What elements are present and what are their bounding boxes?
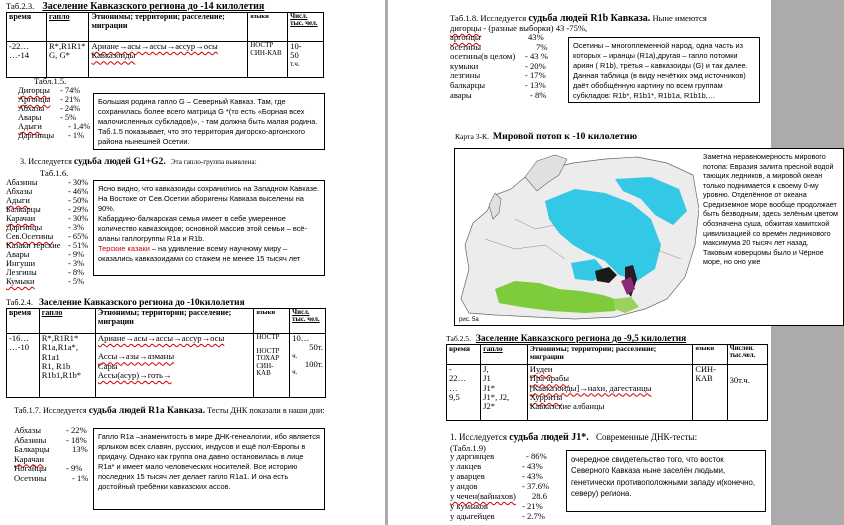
list-item: Авары - 5% xyxy=(18,113,77,122)
list-item: Ингуши - 3% xyxy=(6,259,85,268)
list-item: лезгины - 17% xyxy=(450,70,546,81)
t24-num: 10… 50т. ч. 100т. ч. xyxy=(290,334,326,398)
t24-table xyxy=(6,308,326,398)
t23-h-group: гаплo xyxy=(46,13,89,42)
list-item: Ногайцы - 9% xyxy=(14,463,83,473)
list-item: Даргинцы - 3% xyxy=(6,223,85,232)
t23-header-row xyxy=(7,13,324,42)
t18-heading: Таб.1.8. Исследуется судьба людей R1b Кавказа. Ныне имеются xyxy=(450,13,707,24)
list-item: Кумыки - 5% xyxy=(6,277,85,286)
t25-h-lang: языки xyxy=(693,345,727,365)
list-item: Абхазы - 24% xyxy=(18,104,81,113)
t23-h-eth: Этнонимы; территории; расселение; миграции xyxy=(89,13,248,42)
t15-caption: Табл.1.5. xyxy=(34,76,67,86)
t23-group: R*,R1R1* G, G* xyxy=(46,42,89,78)
list-item: осетины 7% xyxy=(450,41,548,52)
t24-time: -16… …-10 xyxy=(7,334,40,398)
t25-num: 30т.ч. xyxy=(727,365,767,421)
t25-time: - 22… … 9,5 xyxy=(447,365,481,421)
list-item: Абхазы - 46% xyxy=(6,187,89,196)
map-figure-label: рис. 5а xyxy=(459,317,479,323)
t18-subline: дигорцы - (разные выборки) 43 -75%, xyxy=(450,23,588,33)
t23-num: 10- 50 т.ч. xyxy=(288,42,324,78)
list-item: Абазины - 30% xyxy=(6,178,89,187)
t15-list xyxy=(18,86,90,140)
t25-eth: Иудеи Пра-арабы [Кавказоиды]→нахи, дагестанцы Хурриты Кавказские албанцы xyxy=(527,365,693,421)
t17-note-box: Гапло R1a –знаменитость в мире ДНК-генеалогии, ибо является ярлыком всех славян, русских, индусов и ещё пол-Европы в придачу. Однако как группа она давно остановилась в лице R1a* и имеет мало человеческих носителей. Все историю последних 15 тысяч лет делает гапло R1a1. И она есть достойный гребёнки кавказских ассов. xyxy=(93,428,325,510)
list-item: у лакцев - 43% xyxy=(450,461,543,471)
list-item: Казаки терские - 51% xyxy=(6,241,89,250)
t25-h-eth: Этнонимы; территории; расселение; миграции xyxy=(527,345,693,365)
list-item: у чечен(вайнахов) 28.6 xyxy=(450,491,548,501)
t17-list xyxy=(14,426,94,483)
t24-h-num: Числ. тыс. чел. xyxy=(290,309,326,334)
t24-h-eth: Этнонимы; территории; расселение; миграции xyxy=(95,309,253,334)
t23-body-row xyxy=(7,42,324,78)
t18-note-box: Осетины – многоплеменной народ, одна часть из которых – иранцы (R1a),другая – гапло потомки ариян ( R1b), третья – кавказоиды (G) и так далее. Данная таблица (в виду нечётких эмд источников) даёт обобщённую картину по всем группам субкладов: R1b*, R1b1*, R1b1a, R1b1b,… xyxy=(568,37,760,103)
list-item: Абазины - 18% xyxy=(14,434,87,445)
t24-lang: НОСТР НОСТР ТОХАР СИН- КАВ xyxy=(254,334,290,398)
list-item: Абхазы - 22% xyxy=(14,425,87,435)
left-page xyxy=(0,0,385,525)
list-item: аргонцы 43% xyxy=(450,32,544,42)
t23-title: Заселение Кавказского региона до -14 килолетия xyxy=(42,1,265,12)
t23-table xyxy=(6,12,324,78)
sec1-heading: 1. Исследуется судьба людей J1*. Современные ДНК-тесты: xyxy=(450,432,698,443)
t24-body-row xyxy=(7,334,326,398)
t24-eth: Ариане→асы→ассы→ассур→осы Ассы→азы→азманы Сары Ассы(асур)→готь→ xyxy=(95,334,253,398)
t25-lang: СИН- КАВ xyxy=(693,365,727,421)
t25-title: Заселение Кавказского региона до -9,5 килолетия xyxy=(475,334,687,344)
list-item: Дигорцы - 74% xyxy=(18,86,81,95)
list-item: кумыки - 20% xyxy=(450,60,546,71)
list-item: Сев.Осетины - 65% xyxy=(6,232,89,241)
t23-time: -22… …-14 xyxy=(7,42,47,78)
t25-h-group: гаплo xyxy=(481,345,528,365)
list-item: Балкарцы - 29% xyxy=(6,205,89,214)
t24-h-time: время xyxy=(7,309,40,334)
t23-h-time: время xyxy=(7,13,47,42)
t25-header-row xyxy=(447,345,768,365)
t23-lang: НОСТР СИН-КАВ xyxy=(248,42,288,78)
sec3-heading: 3. Исследуется судьба людей G1+G2. Эта гапло-группа выявлена: xyxy=(20,156,257,167)
t15-note-box: Большая родина гапло G – Северный Кавказ. Там, где сохранилась более всего матрица G *(то есть «Борная всех малочисленных субкладов)», - там должна быть малая родина. Таб.1.5 показывает, что это территория дигорско-аргонского района нынешней Осетии. xyxy=(93,93,325,150)
list-item: Аргонцы - 21% xyxy=(18,95,81,104)
t17-heading: Таб.1.7. Исследуется судьба людей R1a Кавказа. Тесты ДНК показали в наши дни: xyxy=(14,405,325,416)
t16-list xyxy=(6,178,88,286)
list-item: Карачаи xyxy=(14,453,44,464)
list-item: Осетины - 1% xyxy=(14,472,89,483)
t24-header-row xyxy=(7,309,326,334)
t23-h-lang: языки xyxy=(248,13,288,42)
t25-caption: Таб.2.5. Заселение Кавказского региона до -9,5 килолетия xyxy=(446,334,687,344)
list-item: балкарцы - 13% xyxy=(450,79,546,90)
list-item: Авары - 9% xyxy=(6,250,85,259)
t24-h-lang: языки xyxy=(254,309,290,334)
t23-h-num: Числ. тыс. чел. xyxy=(288,13,324,42)
list-item: Балкарцы 13% xyxy=(14,444,88,454)
map-heading: Карта 3-К. Мировой потоп к -10 килолетию xyxy=(455,131,638,142)
map-title: Мировой потоп к -10 килолетию xyxy=(492,131,638,142)
list-item: Даргинцы - 1% xyxy=(18,131,85,140)
flood-map-image xyxy=(455,149,701,325)
t25-table xyxy=(446,344,768,421)
list-item: у аварцев - 43% xyxy=(450,471,543,481)
sec3-note-box: Ясно видно, что кавказоиды сохранились на Западном Кавказе. На Востоке от Сев.Осетии аборигены Кавказа выселены на 90%. Кабардино-балкарская семья имеет в себе умеренное количество кавказоидов; основной массив этой семьи – всё-аланы гаплогруппы R1a и R1b. Терские казаки – на удивление всему научному миру – оказались кавказоидами со стажем не менее 15 тысяч лет xyxy=(93,180,325,276)
t25-h-time: время xyxy=(447,345,481,365)
t23-caption: Таб.2.3. Заселение Кавказского региона до -14 килолетия xyxy=(6,1,265,12)
t18-list xyxy=(450,33,560,100)
sec1-note-box: очередное свидетельство того, что восток Северного Кавказа ныне заселён людьми, генетически противоположными западу и(конечно, северу) региона. xyxy=(566,450,766,512)
list-item: Карачаи - 30% xyxy=(6,214,89,223)
list-item: у даргинцев - 86% xyxy=(450,451,547,461)
t25-h-num: Числен. тыс.чел. xyxy=(727,345,767,365)
t24-h-group: гаплo xyxy=(39,309,95,334)
list-item: авары - 8% xyxy=(450,89,547,100)
t25-body-row xyxy=(447,365,768,421)
list-item: Адыги - 50% xyxy=(6,196,89,205)
t24-caption: Таб.2.4. Заселение Кавказского региона до -10килолетия xyxy=(6,298,245,308)
list-item: у андов - 37.6% xyxy=(450,481,550,491)
list-item: у адыгейцев - 2.7% xyxy=(450,511,545,521)
t24-title: Заселение Кавказского региона до -10килолетия xyxy=(38,298,245,308)
list-item: осетины(в целом) - 43 % xyxy=(450,51,548,62)
map-note-box: Заметна неравномерность мирового потопа: Евразия залита пресной водой тающих ледников, а мировой океан только поднимается к своему 0-му уровню. Отделённое от океана Средиземное море вообще продолжает быть безводным, здесь зелёным цветом обозначена суша, обжитая хамитской цивилизацией со времён ледникового максимума 20 тысяч лет назад. Таковым коверцомы было и Чёрное море, но оно уже xyxy=(699,148,844,326)
list-item: Лезгины - 8% xyxy=(6,268,85,277)
flood-map xyxy=(454,148,702,326)
sec3-caption: Таб.1.6. xyxy=(40,168,69,178)
t24-group: R*,R1R1* R1a,R1a*, R1a1 R1, R1b R1b1,R1b* xyxy=(39,334,95,398)
t23-eth: Ариане→асы→ассы→ассур→осы Кавказоиды xyxy=(89,42,248,78)
t25-group: J, J1 J1* J1*, J2, J2* xyxy=(481,365,528,421)
list-item: у кумыков - 21% xyxy=(450,501,543,511)
t19-list xyxy=(450,452,562,522)
sec1-caption: (Табл.1.9) xyxy=(450,443,486,453)
list-item: Адыги - 1,4% xyxy=(18,122,91,131)
right-page xyxy=(388,0,838,525)
